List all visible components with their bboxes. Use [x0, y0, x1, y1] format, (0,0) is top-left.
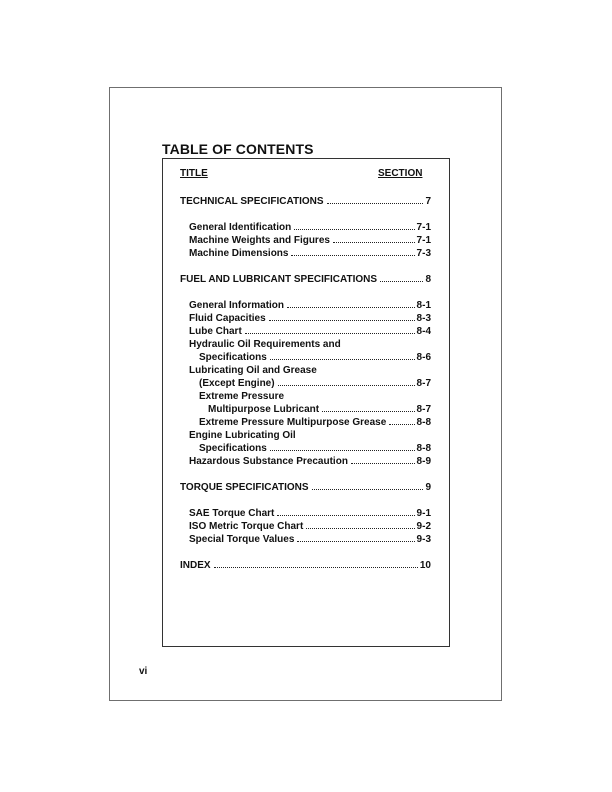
toc-entry-label: TECHNICAL SPECIFICATIONS	[180, 196, 324, 207]
dot-leader	[294, 221, 414, 230]
toc-entry-label: Extreme Pressure Multipurpose Grease	[199, 417, 387, 428]
toc-entry-label: Specifications	[199, 443, 267, 454]
dot-leader	[312, 481, 424, 490]
toc-entry-page: 9-3	[416, 534, 431, 545]
toc-entry-page: 7-1	[416, 222, 431, 233]
toc-entry-page: 9-2	[416, 521, 431, 532]
dot-leader	[270, 351, 415, 360]
toc-entry-label: Machine Dimensions	[189, 248, 289, 259]
toc-entry-torque-specifications[interactable]	[180, 481, 431, 494]
toc-entry-machine-weights[interactable]	[189, 234, 431, 247]
toc-entry-machine-dimensions[interactable]	[189, 247, 431, 260]
dot-leader	[270, 442, 415, 451]
toc-entry-fluid-capacities[interactable]	[189, 312, 431, 325]
toc-entry-fuel-lubricant-specifications[interactable]	[180, 273, 431, 286]
toc-entry-label: (Except Engine)	[199, 378, 275, 389]
toc-entry-hydraulic-oil[interactable]	[199, 351, 431, 364]
toc-entry-label: Fluid Capacities	[189, 313, 266, 324]
toc-entry-hydraulic-oil-line1: Hydraulic Oil Requirements and	[189, 339, 341, 350]
dot-leader	[245, 325, 415, 334]
toc-entry-extreme-pressure-line1: Extreme Pressure	[199, 391, 285, 402]
column-header-section: SECTION	[378, 168, 423, 179]
toc-entry-page: 8-1	[416, 300, 431, 311]
column-header-title: TITLE	[180, 168, 208, 179]
page-number: vi	[139, 666, 148, 677]
toc-entry-page: 8-4	[416, 326, 431, 337]
toc-entry-general-information[interactable]	[189, 299, 431, 312]
toc-entry-lube-chart[interactable]	[189, 325, 431, 338]
toc-entry-sae-torque-chart[interactable]	[189, 507, 431, 520]
toc-entry-extreme-pressure-grease[interactable]	[199, 416, 431, 429]
toc-entry-label: Hazardous Substance Precaution	[189, 456, 348, 467]
dot-leader	[380, 273, 423, 282]
toc-entry-page: 7	[425, 196, 431, 207]
toc-entry-page: 8-6	[416, 352, 431, 363]
toc-entry-label: Multipurpose Lubricant	[208, 404, 320, 415]
toc-entry-page: 8-7	[416, 404, 431, 415]
toc-entry-label: INDEX	[180, 560, 211, 571]
toc-entry-iso-metric-torque-chart[interactable]	[189, 520, 431, 533]
toc-entry-hazardous-substance[interactable]	[189, 455, 431, 468]
toc-entry-label: SAE Torque Chart	[189, 508, 275, 519]
dot-leader	[269, 312, 415, 321]
dot-leader	[291, 247, 414, 256]
dot-leader	[214, 559, 418, 568]
toc-entry-label: Machine Weights and Figures	[189, 235, 330, 246]
dot-leader	[287, 299, 415, 308]
toc-entry-special-torque-values[interactable]	[189, 533, 431, 546]
toc-entry-lubricating-oil-grease[interactable]	[199, 377, 431, 390]
toc-entry-label: Lube Chart	[189, 326, 242, 337]
dot-leader	[306, 520, 414, 529]
toc-entry-page: 8	[425, 274, 431, 285]
dot-leader	[322, 403, 414, 412]
toc-entry-engine-lubricating-oil[interactable]	[199, 442, 431, 455]
toc-entry-index[interactable]	[180, 559, 431, 572]
toc-entry-label: Special Torque Values	[189, 534, 295, 545]
toc-entry-general-identification[interactable]	[189, 221, 431, 234]
dot-leader	[351, 455, 415, 464]
toc-entry-label: General Identification	[189, 222, 292, 233]
toc-entry-page: 8-8	[416, 443, 431, 454]
dot-leader	[333, 234, 415, 243]
toc-entry-lubricating-oil-line1: Lubricating Oil and Grease	[189, 365, 317, 376]
toc-entry-extreme-pressure-lubricant[interactable]	[208, 403, 431, 416]
toc-entry-label: TORQUE SPECIFICATIONS	[180, 482, 309, 493]
toc-entry-label: Specifications	[199, 352, 267, 363]
dot-leader	[389, 416, 414, 425]
toc-entry-page: 7-1	[416, 235, 431, 246]
toc-entry-page: 8-8	[416, 417, 431, 428]
page-title: TABLE OF CONTENTS	[162, 141, 314, 157]
toc-entry-page: 9	[425, 482, 431, 493]
dot-leader	[327, 195, 424, 204]
toc-entry-technical-specifications[interactable]	[180, 195, 431, 208]
toc-entry-page: 8-9	[416, 456, 431, 467]
toc-entry-page: 8-3	[416, 313, 431, 324]
dot-leader	[277, 507, 414, 516]
dot-leader	[278, 377, 415, 386]
toc-entry-page: 10	[419, 560, 431, 571]
toc-entry-label: FUEL AND LUBRICANT SPECIFICATIONS	[180, 274, 378, 285]
toc-entry-page: 8-7	[416, 378, 431, 389]
toc-entry-label: General Information	[189, 300, 285, 311]
toc-entry-label: ISO Metric Torque Chart	[189, 521, 304, 532]
toc-entry-page: 9-1	[416, 508, 431, 519]
dot-leader	[297, 533, 414, 542]
toc-entry-engine-oil-line1: Engine Lubricating Oil	[189, 430, 296, 441]
toc-entry-page: 7-3	[416, 248, 431, 259]
